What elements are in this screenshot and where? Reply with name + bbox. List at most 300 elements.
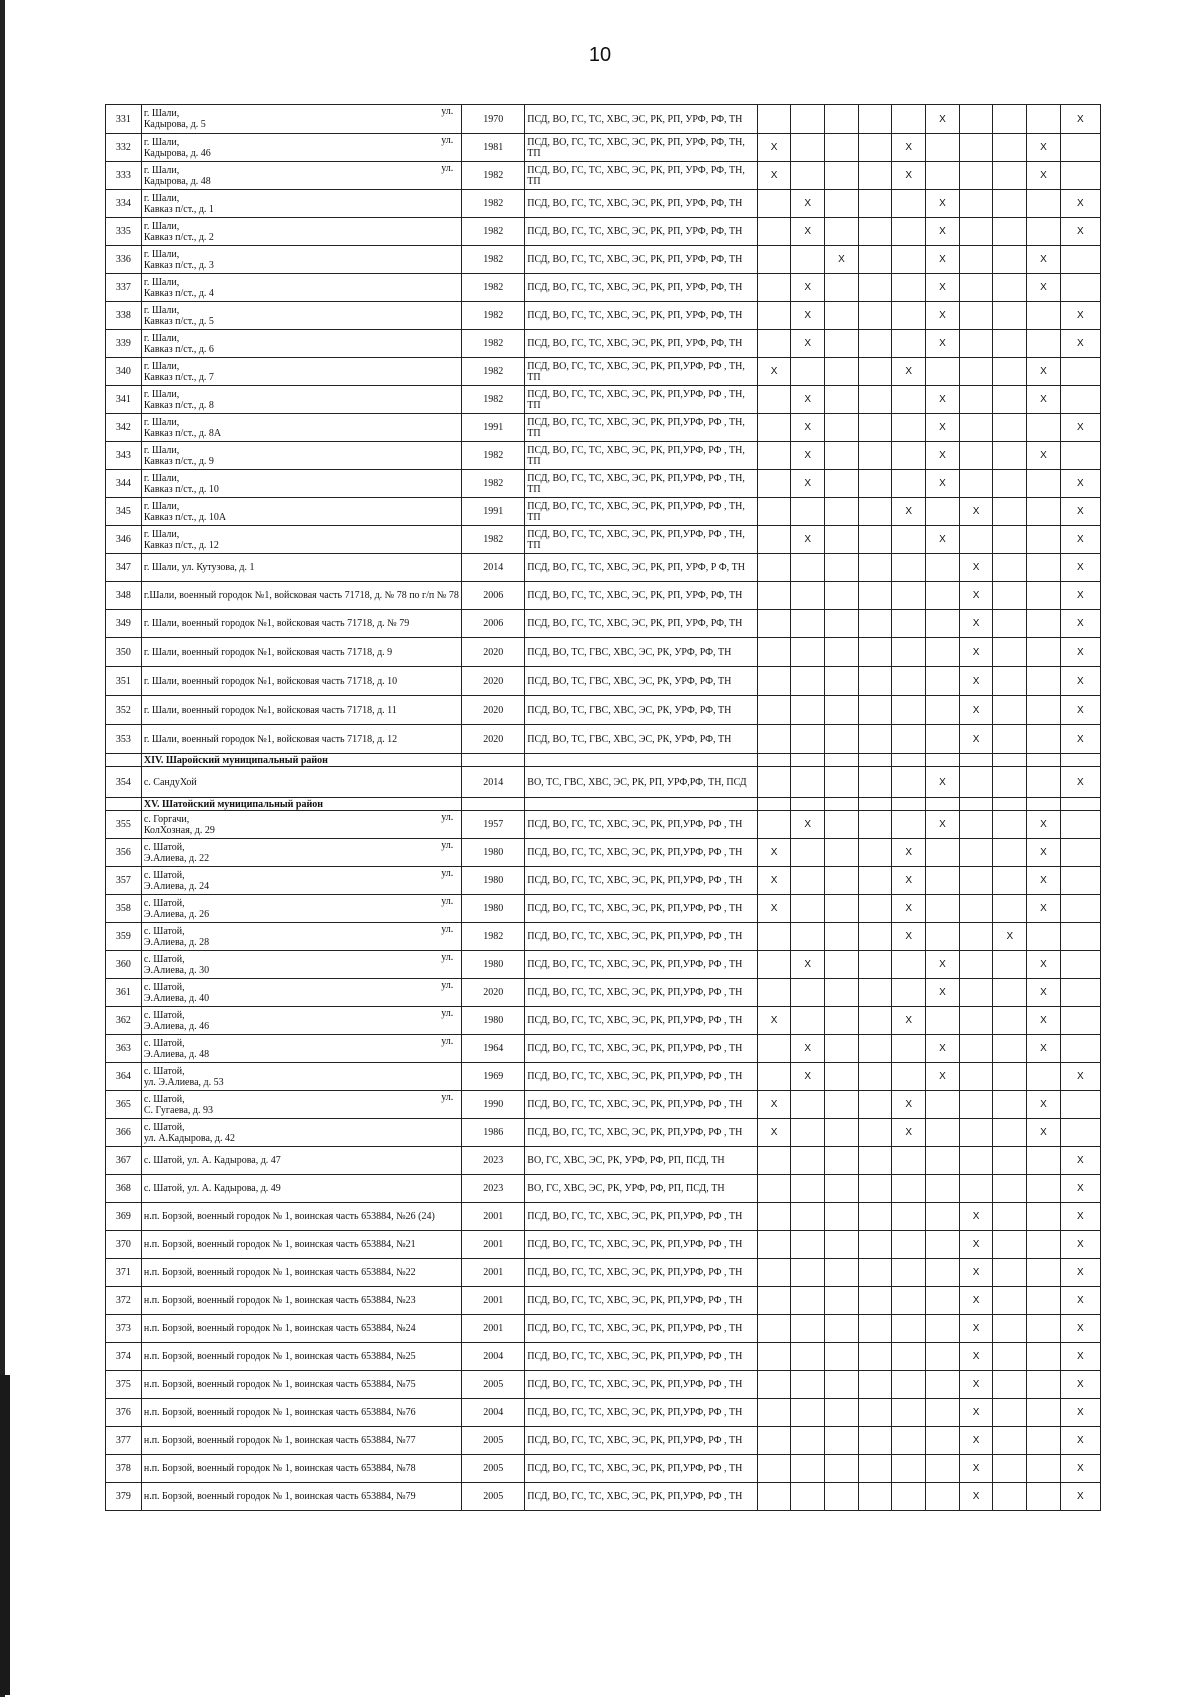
mark-cell-9: X bbox=[1027, 895, 1061, 923]
row-number: 374 bbox=[106, 1343, 142, 1371]
mark-cell-4 bbox=[858, 638, 892, 667]
address-text: н.п. Борзой, военный городок № 1, воинская часть 653884, №77 bbox=[143, 1435, 416, 1446]
mark-cell-5: X bbox=[892, 358, 926, 386]
mark-cell-6 bbox=[926, 1455, 960, 1483]
systems-list: ПСД, ВО, ГС, ТС, ХВС, ЭС, РК, РП,УРФ, РФ , ТН bbox=[525, 839, 757, 867]
mark-cell-1 bbox=[757, 923, 791, 951]
mark-cell-8 bbox=[993, 725, 1027, 754]
mark-cell-4 bbox=[858, 358, 892, 386]
table-row bbox=[106, 442, 1101, 470]
mark-cell-2 bbox=[791, 1119, 825, 1147]
mark-cell-10 bbox=[1060, 1035, 1100, 1063]
mark-cell-5: X bbox=[892, 923, 926, 951]
address-cell bbox=[141, 442, 461, 470]
address-cell bbox=[141, 274, 461, 302]
systems-list: ПСД, ВО, ГС, ТС, ХВС, ЭС, РК, РП,УРФ, РФ , ТН bbox=[525, 1315, 757, 1343]
address-cell bbox=[141, 867, 461, 895]
address-text: г. Шали, военный городок №1, войсковая часть 71718, д. 12 bbox=[143, 733, 398, 745]
mark-cell-3 bbox=[825, 386, 859, 414]
mark-cell-8 bbox=[993, 1483, 1027, 1511]
mark-cell-2 bbox=[791, 1483, 825, 1511]
year-built: 1982 bbox=[462, 330, 525, 358]
row-number: 377 bbox=[106, 1427, 142, 1455]
address-locality: с. Шатой, bbox=[143, 1009, 185, 1021]
mark-cell-6: X bbox=[926, 302, 960, 330]
mark-cell-1 bbox=[757, 1455, 791, 1483]
address-street-prefix: ул. bbox=[441, 106, 454, 117]
mark-cell-3 bbox=[825, 358, 859, 386]
table-row bbox=[106, 895, 1101, 923]
mark-cell-9 bbox=[1027, 1427, 1061, 1455]
mark-cell-5 bbox=[892, 274, 926, 302]
mark-cell-3 bbox=[825, 638, 859, 667]
section-empty-cell bbox=[993, 754, 1027, 767]
table-row bbox=[106, 667, 1101, 696]
mark-cell-2: X bbox=[791, 190, 825, 218]
table-row bbox=[106, 1035, 1101, 1063]
address-cell bbox=[141, 1203, 461, 1231]
mark-cell-2 bbox=[791, 162, 825, 190]
mark-cell-8 bbox=[993, 554, 1027, 582]
mark-cell-9 bbox=[1027, 1147, 1061, 1175]
mark-cell-8 bbox=[993, 162, 1027, 190]
mark-cell-3 bbox=[825, 330, 859, 358]
year-built: 2001 bbox=[462, 1231, 525, 1259]
mark-cell-6: X bbox=[926, 526, 960, 554]
mark-cell-3 bbox=[825, 1315, 859, 1343]
mark-cell-9: X bbox=[1027, 1119, 1061, 1147]
row-number: 358 bbox=[106, 895, 142, 923]
systems-list: ПСД, ВО, ГС, ТС, ХВС, ЭС, РК, РП,УРФ, РФ , ТН bbox=[525, 1091, 757, 1119]
address-street: Кавказ п/ст., д. 7 bbox=[143, 371, 214, 383]
mark-cell-6 bbox=[926, 1175, 960, 1203]
mark-cell-5 bbox=[892, 190, 926, 218]
systems-list: ПСД, ВО, ГС, ТС, ХВС, ЭС, РК, РП, УРФ, РФ, ТН bbox=[525, 302, 757, 330]
mark-cell-5 bbox=[892, 767, 926, 798]
mark-cell-8 bbox=[993, 1343, 1027, 1371]
mark-cell-5 bbox=[892, 1231, 926, 1259]
mark-cell-2: X bbox=[791, 302, 825, 330]
mark-cell-6 bbox=[926, 696, 960, 725]
address-locality: г. Шали, bbox=[143, 332, 180, 344]
housing-register-table bbox=[105, 104, 1101, 1511]
mark-cell-3 bbox=[825, 767, 859, 798]
address-locality: с. Шатой, bbox=[143, 841, 185, 853]
mark-cell-9 bbox=[1027, 725, 1061, 754]
mark-cell-10: X bbox=[1060, 190, 1100, 218]
year-built: 1982 bbox=[462, 923, 525, 951]
mark-cell-9 bbox=[1027, 554, 1061, 582]
address-cell bbox=[141, 1399, 461, 1427]
section-empty-cell bbox=[525, 798, 757, 811]
mark-cell-8 bbox=[993, 134, 1027, 162]
row-number: 359 bbox=[106, 923, 142, 951]
systems-list: ПСД, ВО, ГС, ТС, ХВС, ЭС, РК, РП,УРФ, РФ , ТН bbox=[525, 951, 757, 979]
mark-cell-8 bbox=[993, 839, 1027, 867]
mark-cell-9 bbox=[1027, 1455, 1061, 1483]
mark-cell-4 bbox=[858, 1399, 892, 1427]
systems-list: ПСД, ВО, ГС, ТС, ХВС, ЭС, РК, РП,УРФ, РФ , ТН bbox=[525, 1231, 757, 1259]
mark-cell-10: X bbox=[1060, 1315, 1100, 1343]
mark-cell-6: X bbox=[926, 1035, 960, 1063]
mark-cell-8 bbox=[993, 1035, 1027, 1063]
mark-cell-1 bbox=[757, 1371, 791, 1399]
mark-cell-5 bbox=[892, 470, 926, 498]
address-street: Кавказ п/ст., д. 6 bbox=[143, 343, 214, 355]
mark-cell-8 bbox=[993, 1007, 1027, 1035]
address-cell bbox=[141, 839, 461, 867]
year-built: 1980 bbox=[462, 1007, 525, 1035]
row-number: 335 bbox=[106, 218, 142, 246]
mark-cell-9 bbox=[1027, 1203, 1061, 1231]
address-locality: с. Шатой, bbox=[143, 897, 185, 909]
systems-list: ПСД, ВО, ГС, ТС, ХВС, ЭС, РК, РП,УРФ, РФ , ТН bbox=[525, 923, 757, 951]
mark-cell-9 bbox=[1027, 1343, 1061, 1371]
mark-cell-2 bbox=[791, 1147, 825, 1175]
mark-cell-6: X bbox=[926, 105, 960, 134]
mark-cell-7 bbox=[959, 246, 993, 274]
mark-cell-6: X bbox=[926, 246, 960, 274]
mark-cell-6: X bbox=[926, 979, 960, 1007]
mark-cell-6 bbox=[926, 923, 960, 951]
mark-cell-10: X bbox=[1060, 1287, 1100, 1315]
mark-cell-7: X bbox=[959, 554, 993, 582]
mark-cell-4 bbox=[858, 1035, 892, 1063]
section-empty-cell bbox=[525, 754, 757, 767]
mark-cell-3 bbox=[825, 1399, 859, 1427]
section-num-cell bbox=[106, 798, 142, 811]
year-built: 2020 bbox=[462, 638, 525, 667]
systems-list: ПСД, ВО, ГС, ТС, ХВС, ЭС, РК, РП,УРФ, РФ , ТН bbox=[525, 1343, 757, 1371]
address-text: с. Шатой, ул. А. Кадырова, д. 47 bbox=[143, 1155, 281, 1166]
mark-cell-4 bbox=[858, 1427, 892, 1455]
year-built: 1982 bbox=[462, 274, 525, 302]
mark-cell-3 bbox=[825, 1007, 859, 1035]
mark-cell-8 bbox=[993, 811, 1027, 839]
systems-list: ПСД, ВО, ГС, ТС, ХВС, ЭС, РК, РП,УРФ, РФ , ТН, ТП bbox=[525, 386, 757, 414]
mark-cell-2: X bbox=[791, 470, 825, 498]
mark-cell-6 bbox=[926, 1091, 960, 1119]
table-row bbox=[106, 414, 1101, 442]
section-empty-cell bbox=[825, 798, 859, 811]
mark-cell-3 bbox=[825, 526, 859, 554]
mark-cell-5 bbox=[892, 330, 926, 358]
mark-cell-6 bbox=[926, 1343, 960, 1371]
mark-cell-6 bbox=[926, 554, 960, 582]
mark-cell-3 bbox=[825, 498, 859, 526]
mark-cell-3 bbox=[825, 554, 859, 582]
systems-list: ПСД, ВО, ГС, ТС, ХВС, ЭС, РК, РП,УРФ, РФ , ТН bbox=[525, 1427, 757, 1455]
address-text: г.Шали, военный городок №1, войсковая часть 71718, д. № 78 по г/п № 78 bbox=[143, 590, 459, 601]
table-row bbox=[106, 1119, 1101, 1147]
year-built: 2014 bbox=[462, 554, 525, 582]
mark-cell-6 bbox=[926, 1371, 960, 1399]
table-row bbox=[106, 1175, 1101, 1203]
address-locality: г. Шали, bbox=[143, 416, 180, 428]
year-built: 2014 bbox=[462, 767, 525, 798]
year-built: 1991 bbox=[462, 414, 525, 442]
section-empty-cell bbox=[757, 754, 791, 767]
mark-cell-8 bbox=[993, 638, 1027, 667]
address-text: г. Шали, военный городок №1, войсковая часть 71718, д. № 79 bbox=[143, 618, 410, 629]
systems-list: ПСД, ВО, ГС, ТС, ХВС, ЭС, РК, РП,УРФ, РФ , ТН bbox=[525, 1455, 757, 1483]
address-cell bbox=[141, 951, 461, 979]
mark-cell-4 bbox=[858, 1287, 892, 1315]
address-street: Кавказ п/ст., д. 4 bbox=[143, 287, 214, 299]
table-body bbox=[106, 105, 1101, 1511]
address-street: Кавказ п/ст., д. 3 bbox=[143, 259, 214, 271]
mark-cell-3 bbox=[825, 470, 859, 498]
mark-cell-1 bbox=[757, 1483, 791, 1511]
mark-cell-9 bbox=[1027, 218, 1061, 246]
mark-cell-10: X bbox=[1060, 1147, 1100, 1175]
section-title: XIV. Шаройский муниципальный район bbox=[141, 754, 461, 767]
mark-cell-7: X bbox=[959, 1259, 993, 1287]
mark-cell-8 bbox=[993, 105, 1027, 134]
mark-cell-9 bbox=[1027, 638, 1061, 667]
address-cell bbox=[141, 1175, 461, 1203]
mark-cell-10: X bbox=[1060, 610, 1100, 638]
row-number: 343 bbox=[106, 442, 142, 470]
mark-cell-10: X bbox=[1060, 470, 1100, 498]
mark-cell-10 bbox=[1060, 134, 1100, 162]
systems-list: ПСД, ВО, ТС, ГВС, ХВС, ЭС, РК, УРФ, РФ, ТН bbox=[525, 696, 757, 725]
mark-cell-5 bbox=[892, 302, 926, 330]
mark-cell-8 bbox=[993, 1175, 1027, 1203]
table-row bbox=[106, 923, 1101, 951]
mark-cell-9 bbox=[1027, 696, 1061, 725]
mark-cell-3 bbox=[825, 979, 859, 1007]
mark-cell-2 bbox=[791, 667, 825, 696]
section-empty-cell bbox=[858, 754, 892, 767]
year-built: 1964 bbox=[462, 1035, 525, 1063]
address-cell bbox=[141, 1259, 461, 1287]
mark-cell-6 bbox=[926, 1119, 960, 1147]
address-cell bbox=[141, 470, 461, 498]
mark-cell-2 bbox=[791, 1455, 825, 1483]
mark-cell-9: X bbox=[1027, 951, 1061, 979]
row-number: 352 bbox=[106, 696, 142, 725]
table-row bbox=[106, 1259, 1101, 1287]
year-built: 1957 bbox=[462, 811, 525, 839]
mark-cell-8 bbox=[993, 1203, 1027, 1231]
mark-cell-4 bbox=[858, 867, 892, 895]
mark-cell-4 bbox=[858, 1259, 892, 1287]
mark-cell-1: X bbox=[757, 839, 791, 867]
table-row bbox=[106, 386, 1101, 414]
year-built: 1982 bbox=[462, 386, 525, 414]
mark-cell-5 bbox=[892, 1343, 926, 1371]
mark-cell-7 bbox=[959, 1175, 993, 1203]
year-built: 2001 bbox=[462, 1287, 525, 1315]
address-street-prefix: ул. bbox=[441, 980, 454, 991]
mark-cell-5 bbox=[892, 951, 926, 979]
mark-cell-1 bbox=[757, 667, 791, 696]
mark-cell-1 bbox=[757, 526, 791, 554]
year-built: 2001 bbox=[462, 1259, 525, 1287]
mark-cell-9 bbox=[1027, 1259, 1061, 1287]
mark-cell-1 bbox=[757, 582, 791, 610]
mark-cell-1 bbox=[757, 105, 791, 134]
mark-cell-10: X bbox=[1060, 330, 1100, 358]
mark-cell-4 bbox=[858, 246, 892, 274]
systems-list: ПСД, ВО, ГС, ТС, ХВС, ЭС, РК, РП, УРФ, РФ, ТН bbox=[525, 218, 757, 246]
mark-cell-8 bbox=[993, 667, 1027, 696]
mark-cell-7 bbox=[959, 302, 993, 330]
row-number: 356 bbox=[106, 839, 142, 867]
systems-list: ПСД, ВО, ТС, ГВС, ХВС, ЭС, РК, УРФ, РФ, ТН bbox=[525, 667, 757, 696]
mark-cell-7 bbox=[959, 414, 993, 442]
mark-cell-5 bbox=[892, 414, 926, 442]
mark-cell-6: X bbox=[926, 442, 960, 470]
mark-cell-2: X bbox=[791, 386, 825, 414]
mark-cell-3 bbox=[825, 1035, 859, 1063]
mark-cell-10 bbox=[1060, 895, 1100, 923]
mark-cell-8 bbox=[993, 218, 1027, 246]
systems-list: ПСД, ВО, ГС, ТС, ХВС, ЭС, РК, РП, УРФ, РФ, ТН bbox=[525, 246, 757, 274]
mark-cell-1 bbox=[757, 414, 791, 442]
systems-list: ПСД, ВО, ГС, ТС, ХВС, ЭС, РК, РП, УРФ, РФ, ТН bbox=[525, 105, 757, 134]
row-number: 354 bbox=[106, 767, 142, 798]
mark-cell-5 bbox=[892, 526, 926, 554]
mark-cell-8 bbox=[993, 1259, 1027, 1287]
address-text: н.п. Борзой, военный городок № 1, воинская часть 653884, №23 bbox=[143, 1295, 416, 1306]
address-cell bbox=[141, 1343, 461, 1371]
mark-cell-8 bbox=[993, 1427, 1027, 1455]
mark-cell-6 bbox=[926, 1231, 960, 1259]
mark-cell-10 bbox=[1060, 246, 1100, 274]
mark-cell-10: X bbox=[1060, 582, 1100, 610]
mark-cell-1 bbox=[757, 1147, 791, 1175]
table-row bbox=[106, 1063, 1101, 1091]
address-locality: с. Шатой, bbox=[143, 1065, 185, 1077]
row-number: 357 bbox=[106, 867, 142, 895]
mark-cell-5: X bbox=[892, 895, 926, 923]
address-locality: с. Шатой, bbox=[143, 869, 185, 881]
mark-cell-6 bbox=[926, 867, 960, 895]
year-built: 2005 bbox=[462, 1483, 525, 1511]
mark-cell-4 bbox=[858, 470, 892, 498]
table-row bbox=[106, 1147, 1101, 1175]
row-number: 366 bbox=[106, 1119, 142, 1147]
mark-cell-6 bbox=[926, 638, 960, 667]
year-built: 2020 bbox=[462, 979, 525, 1007]
mark-cell-4 bbox=[858, 442, 892, 470]
mark-cell-7 bbox=[959, 386, 993, 414]
table-row bbox=[106, 839, 1101, 867]
address-street: Э.Алиева, д. 26 bbox=[143, 908, 210, 920]
address-street: Э.Алиева, д. 30 bbox=[143, 964, 210, 976]
mark-cell-3 bbox=[825, 1455, 859, 1483]
mark-cell-5 bbox=[892, 1315, 926, 1343]
mark-cell-8 bbox=[993, 951, 1027, 979]
mark-cell-4 bbox=[858, 498, 892, 526]
year-built: 1970 bbox=[462, 105, 525, 134]
address-street-prefix: ул. bbox=[441, 163, 454, 174]
mark-cell-4 bbox=[858, 526, 892, 554]
mark-cell-7: X bbox=[959, 1483, 993, 1511]
mark-cell-8 bbox=[993, 1119, 1027, 1147]
mark-cell-4 bbox=[858, 1147, 892, 1175]
row-number: 331 bbox=[106, 105, 142, 134]
mark-cell-1 bbox=[757, 302, 791, 330]
mark-cell-1 bbox=[757, 442, 791, 470]
mark-cell-7 bbox=[959, 1063, 993, 1091]
address-street: Кавказ п/ст., д. 1 bbox=[143, 203, 214, 215]
mark-cell-1 bbox=[757, 554, 791, 582]
section-empty-cell bbox=[462, 798, 525, 811]
table-row bbox=[106, 1287, 1101, 1315]
mark-cell-3 bbox=[825, 1231, 859, 1259]
year-built: 1982 bbox=[462, 162, 525, 190]
systems-list: ПСД, ВО, ГС, ТС, ХВС, ЭС, РК, РП, УРФ, РФ, ТН, ТП bbox=[525, 162, 757, 190]
row-number: 355 bbox=[106, 811, 142, 839]
mark-cell-8 bbox=[993, 246, 1027, 274]
mark-cell-3 bbox=[825, 162, 859, 190]
mark-cell-9 bbox=[1027, 667, 1061, 696]
mark-cell-7 bbox=[959, 811, 993, 839]
mark-cell-3 bbox=[825, 1343, 859, 1371]
address-street: ул. Э.Алиева, д. 53 bbox=[143, 1076, 224, 1088]
table-row bbox=[106, 610, 1101, 638]
mark-cell-7: X bbox=[959, 1287, 993, 1315]
year-built: 1980 bbox=[462, 951, 525, 979]
year-built: 1980 bbox=[462, 839, 525, 867]
address-cell bbox=[141, 554, 461, 582]
section-empty-cell bbox=[993, 798, 1027, 811]
row-number: 360 bbox=[106, 951, 142, 979]
mark-cell-3 bbox=[825, 1427, 859, 1455]
table-row bbox=[106, 1483, 1101, 1511]
address-cell bbox=[141, 1063, 461, 1091]
section-empty-cell bbox=[757, 798, 791, 811]
mark-cell-1 bbox=[757, 1231, 791, 1259]
mark-cell-3 bbox=[825, 1483, 859, 1511]
mark-cell-2: X bbox=[791, 811, 825, 839]
systems-list: ПСД, ВО, ГС, ТС, ХВС, ЭС, РК, РП,УРФ, РФ , ТН, ТП bbox=[525, 470, 757, 498]
address-locality: г. Шали, bbox=[143, 304, 180, 316]
address-cell bbox=[141, 638, 461, 667]
mark-cell-4 bbox=[858, 979, 892, 1007]
mark-cell-7: X bbox=[959, 582, 993, 610]
mark-cell-9: X bbox=[1027, 162, 1061, 190]
mark-cell-2 bbox=[791, 867, 825, 895]
table-row bbox=[106, 725, 1101, 754]
scan-edge-lower bbox=[0, 1375, 10, 1695]
mark-cell-9 bbox=[1027, 1287, 1061, 1315]
mark-cell-1 bbox=[757, 1427, 791, 1455]
address-text: н.п. Борзой, военный городок № 1, воинская часть 653884, №24 bbox=[143, 1323, 416, 1334]
row-number: 334 bbox=[106, 190, 142, 218]
row-number: 348 bbox=[106, 582, 142, 610]
address-cell bbox=[141, 1483, 461, 1511]
mark-cell-6: X bbox=[926, 414, 960, 442]
mark-cell-3: X bbox=[825, 246, 859, 274]
mark-cell-5 bbox=[892, 610, 926, 638]
mark-cell-10 bbox=[1060, 839, 1100, 867]
address-locality: г. Шали, bbox=[143, 388, 180, 400]
mark-cell-10: X bbox=[1060, 696, 1100, 725]
address-locality: г. Шали, bbox=[143, 164, 180, 176]
address-cell bbox=[141, 386, 461, 414]
table-row bbox=[106, 979, 1101, 1007]
address-cell bbox=[141, 498, 461, 526]
mark-cell-9 bbox=[1027, 1231, 1061, 1259]
year-built: 2004 bbox=[462, 1343, 525, 1371]
mark-cell-8 bbox=[993, 1147, 1027, 1175]
mark-cell-2 bbox=[791, 1175, 825, 1203]
mark-cell-10: X bbox=[1060, 302, 1100, 330]
